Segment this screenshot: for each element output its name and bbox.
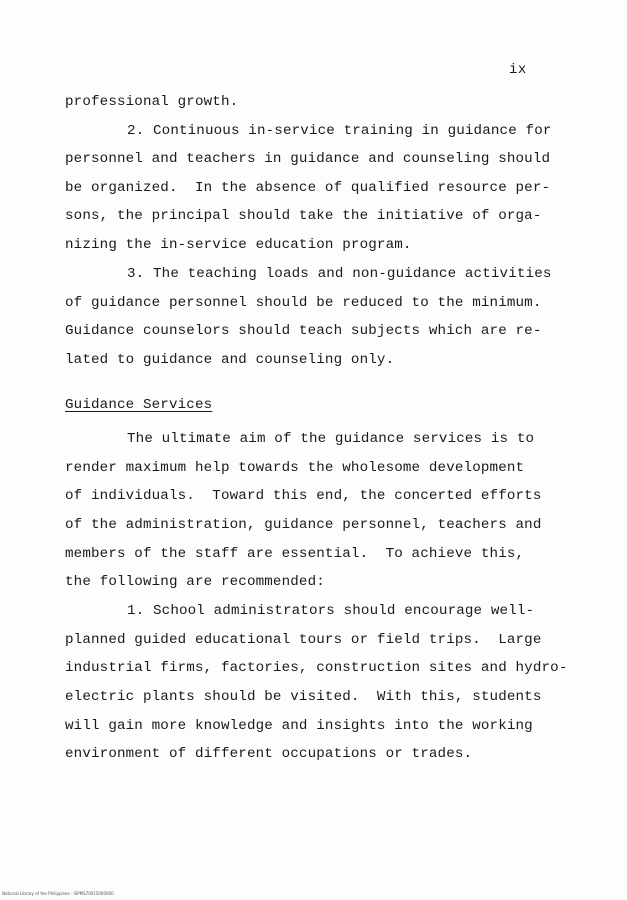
- text-line: of guidance personnel should be reduced to the minimum.: [65, 295, 542, 311]
- text-line: 1. School administrators should encourage well-: [127, 603, 535, 619]
- text-line: The ultimate aim of the guidance services is to: [127, 431, 535, 447]
- section-heading: Guidance Services: [65, 397, 213, 413]
- text-line: the following are recommended:: [65, 574, 325, 590]
- text-line: lated to guidance and counseling only.: [65, 352, 395, 368]
- text-line: environment of different occupations or trades.: [65, 746, 473, 762]
- text-line: personnel and teachers in guidance and counseling should: [65, 151, 551, 167]
- text-line: electric plants should be visited. With this, students: [65, 689, 542, 705]
- text-line: industrial firms, factories, construction sites and hydro-: [65, 660, 568, 676]
- page-number: ix: [509, 62, 527, 78]
- text-line: professional growth.: [65, 94, 239, 110]
- text-line: of the administration, guidance personnel, teachers and: [65, 517, 542, 533]
- text-line: will gain more knowledge and insights into the working: [65, 718, 533, 734]
- text-line: 2. Continuous in-service training in guidance for: [127, 123, 552, 139]
- text-line: 3. The teaching loads and non-guidance activities: [127, 266, 552, 282]
- text-line: of individuals. Toward this end, the concerted efforts: [65, 488, 542, 504]
- text-line: render maximum help towards the wholesome development: [65, 460, 525, 476]
- text-line: Guidance counselors should teach subjects which are re-: [65, 323, 542, 339]
- text-line: planned guided educational tours or field trips. Large: [65, 632, 542, 648]
- text-line: be organized. In the absence of qualified resource per-: [65, 180, 551, 196]
- text-line: members of the staff are essential. To achieve this,: [65, 546, 525, 562]
- text-line: nizing the in-service education program.: [65, 237, 412, 253]
- scan-footer: National Library of the Philippines · ISPMS70015000000: [2, 891, 114, 896]
- text-line: sons, the principal should take the initiative of orga-: [65, 208, 542, 224]
